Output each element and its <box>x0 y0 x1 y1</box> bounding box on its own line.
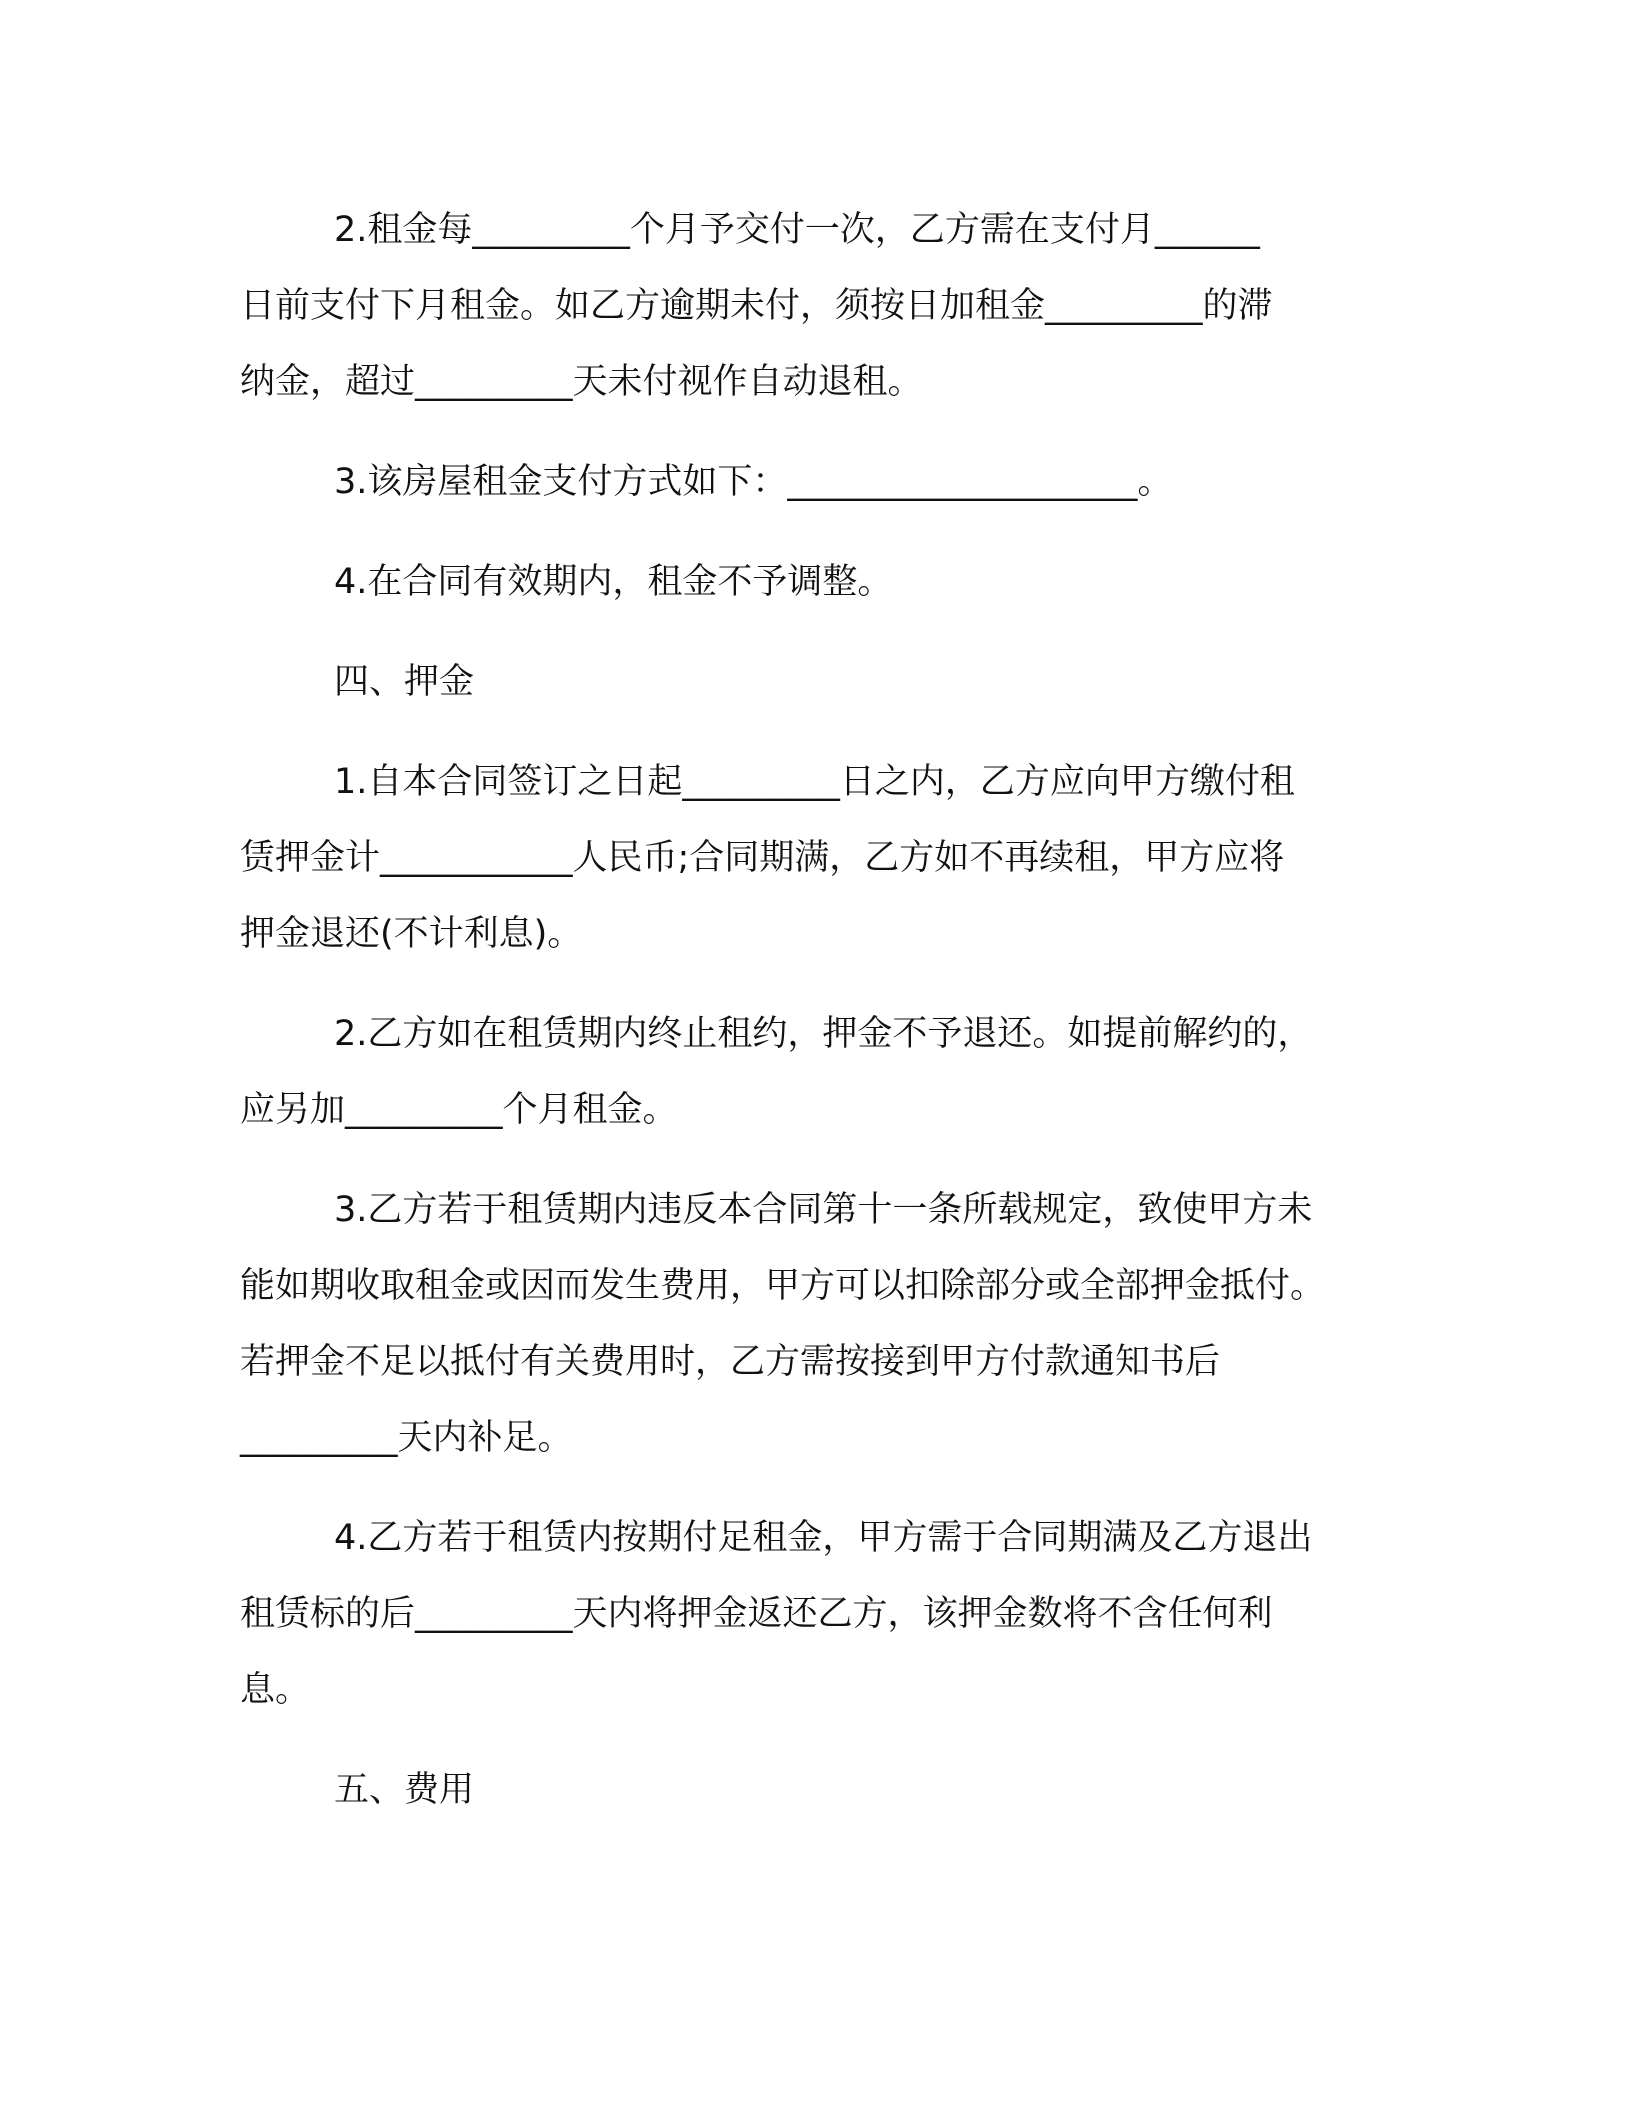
text-line: 日前支付下月租金。如乙方逾期未付，须按日加租金_________的滞 <box>240 286 1273 326</box>
rent-clause-3 <box>240 444 1390 520</box>
section-heading-fees <box>240 1752 1390 1828</box>
text-line: 息。 <box>240 1670 311 1710</box>
text-line: 赁押金计___________人民币;合同期满，乙方如不再续租，甲方应将 <box>240 838 1285 878</box>
text-line: 2.租金每_________个月予交付一次，乙方需在支付月______ <box>334 210 1260 250</box>
text-line: 押金退还(不计利息)。 <box>240 914 583 954</box>
deposit-clause-1 <box>240 744 1390 972</box>
rent-clause-4 <box>240 544 1390 620</box>
text-line: 4.在合同有效期内，租金不予调整。 <box>334 562 893 602</box>
text-line: 4.乙方若于租赁内按期付足租金，甲方需于合同期满及乙方退出 <box>334 1518 1313 1558</box>
text-line: 能如期收取租金或因而发生费用，甲方可以扣除部分或全部押金抵付。 <box>240 1266 1326 1306</box>
text-line: 1.自本合同签订之日起_________日之内，乙方应向甲方缴付租 <box>334 762 1295 802</box>
deposit-clause-4 <box>240 1500 1390 1728</box>
text-line: _________天内补足。 <box>240 1418 573 1458</box>
section-heading-deposit <box>240 644 1390 720</box>
text-line: 若押金不足以抵付有关费用时，乙方需按接到甲方付款通知书后 <box>240 1342 1221 1382</box>
text-line: 3.该房屋租金支付方式如下：____________________。 <box>334 462 1173 502</box>
section-title: 五、费用 <box>334 1770 475 1810</box>
deposit-clause-2 <box>240 996 1390 1148</box>
deposit-clause-3 <box>240 1172 1390 1476</box>
text-line: 纳金，超过_________天未付视作自动退租。 <box>240 362 923 402</box>
rent-clause-2 <box>240 192 1390 420</box>
document-body <box>240 192 1390 1852</box>
text-line: 租赁标的后_________天内将押金返还乙方，该押金数将不含任何利 <box>240 1594 1273 1634</box>
text-line: 应另加_________个月租金。 <box>240 1090 678 1130</box>
section-title: 四、押金 <box>334 662 475 702</box>
text-line: 3.乙方若于租赁期内违反本合同第十一条所载规定，致使甲方未 <box>334 1190 1313 1230</box>
text-line: 2.乙方如在租赁期内终止租约，押金不予退还。如提前解约的， <box>334 1014 1313 1054</box>
